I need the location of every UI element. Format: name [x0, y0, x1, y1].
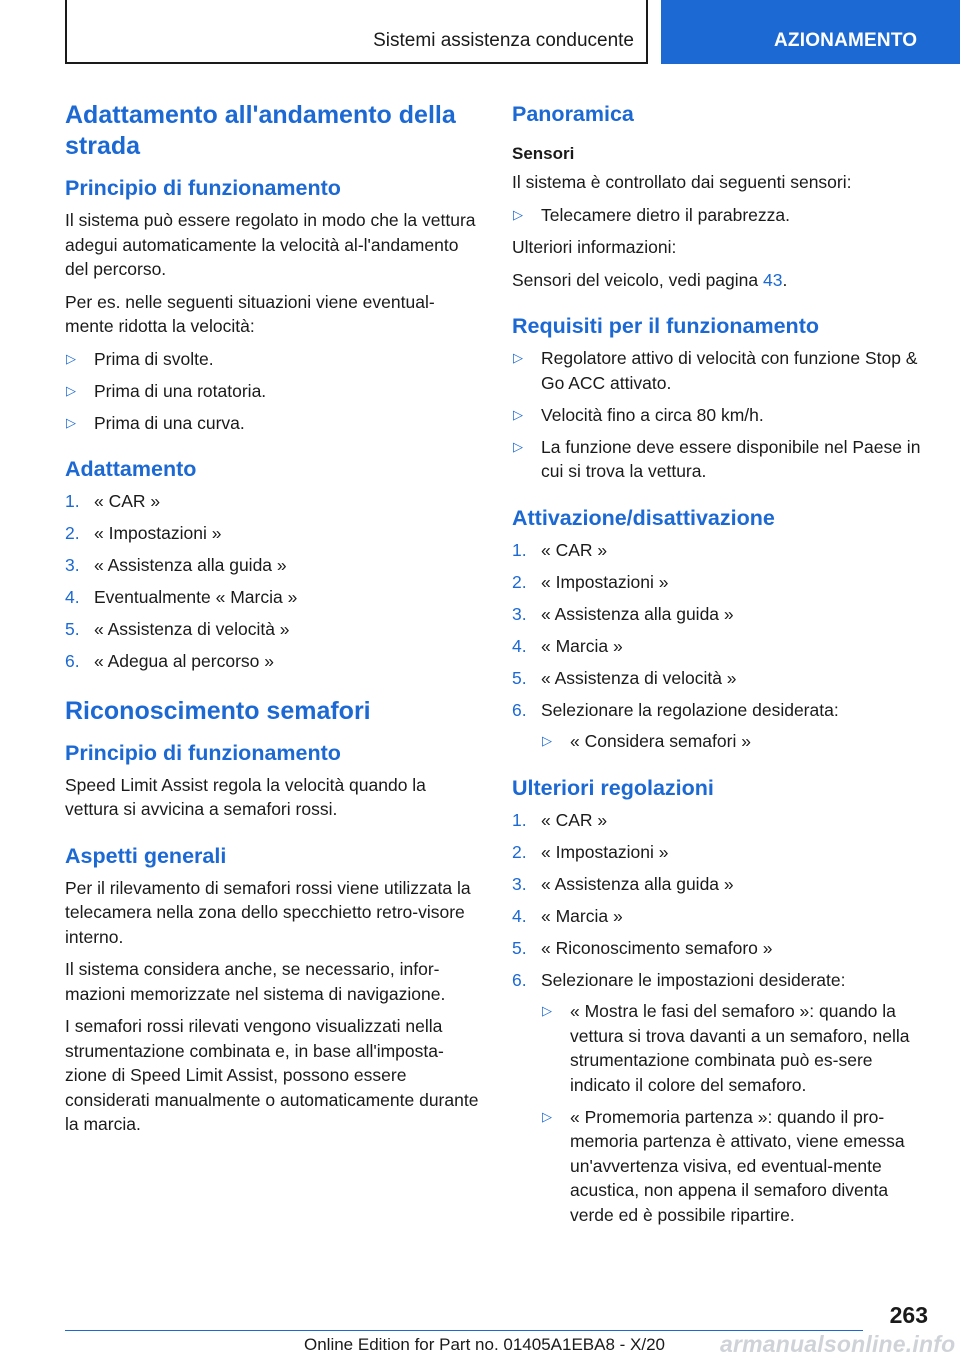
bullet-list — [512, 203, 932, 228]
triangle-right-icon: ▷ — [542, 1003, 552, 1018]
step-item: 3. « Assistenza alla guida » — [65, 555, 287, 575]
right-column — [512, 100, 932, 1235]
steps-list — [65, 489, 480, 674]
step-item: 3. « Assistenza alla guida » — [512, 603, 734, 624]
step-item: 4. « Marcia » — [512, 635, 623, 656]
paragraph: Ulteriori informazioni: — [512, 237, 677, 257]
page-link[interactable]: 43 — [763, 269, 783, 290]
paragraph: Speed Limit Assist regola la velocità quando la vettura si avvicina a semafori rossi. — [65, 774, 426, 819]
step-item: 4. Eventualmente « Marcia » — [65, 587, 298, 607]
step-item: 5. « Assistenza di velocità » — [65, 619, 290, 639]
chapter-tab[interactable] — [661, 0, 960, 64]
list-item: ▷ Velocità fino a circa 80 km/h. — [512, 403, 932, 428]
paragraph: Per es. nelle seguenti situazioni viene eventual-mente ridotta la velocità: — [65, 291, 435, 336]
step-item: 5. « Assistenza di velocità » — [512, 667, 737, 688]
heading-aspetti-generali: Aspetti generali — [65, 843, 227, 868]
sub-bullet-list — [541, 999, 932, 1227]
heading-panoramica: Panoramica — [512, 102, 634, 126]
step-item: 3. « Assistenza alla guida » — [512, 873, 734, 894]
chapter-tab-label: AZIONAMENTO — [774, 30, 918, 51]
list-item: ▷ « Considera semafori » — [541, 729, 932, 754]
paragraph: Il sistema può essere regolato in modo che la vettura adegui automaticamente la velocità al-l'andamento del percorso. — [65, 210, 476, 279]
triangle-right-icon: ▷ — [513, 438, 523, 454]
bullet-list — [512, 346, 932, 484]
sub-bullet-list — [541, 729, 932, 754]
triangle-right-icon: ▷ — [66, 350, 76, 366]
list-item: ▷ Prima di svolte. — [65, 347, 480, 372]
bullet-list — [65, 347, 480, 436]
triangle-right-icon: ▷ — [513, 206, 523, 222]
list-item: ▷ Prima di una curva. — [65, 411, 480, 436]
triangle-right-icon: ▷ — [542, 733, 552, 748]
step-item: 5. « Riconoscimento semaforo » — [512, 937, 773, 958]
watermark: armanualsonline.info — [720, 1331, 956, 1357]
heading-ulteriori-regolazioni: Ulteriori regolazioni — [512, 775, 714, 800]
edition-note: Online Edition for Part no. 01405A1EBA8 - X/20 — [304, 1335, 666, 1354]
triangle-right-icon: ▷ — [66, 414, 76, 430]
list-item: ▷ La funzione deve essere disponibile nel Paese in cui si trova la vettura. — [513, 436, 921, 481]
step-item: 2. « Impostazioni » — [65, 523, 222, 543]
header-frame — [65, 0, 648, 64]
list-item: ▷ Regolatore attivo di velocità con funzione Stop & Go ACC attivato. — [513, 348, 918, 393]
list-item: ▷ « Promemoria partenza »: quando il pro-memoria partenza è attivato, viene emessa un'avvertenza visiva, ed eventual-mente acustica, non appena il semaforo diventa verde ed è possibile ripartire. — [542, 1106, 905, 1225]
step-item: 6. « Adegua al percorso » — [65, 651, 274, 671]
heading-riconoscimento-semafori: Riconoscimento semafori — [65, 696, 371, 725]
step-item: 1. « CAR » — [65, 491, 161, 511]
triangle-right-icon: ▷ — [542, 1108, 552, 1124]
heading-sensori: Sensori — [512, 144, 575, 163]
heading-principio-2: Principio di funzionamento — [65, 740, 341, 765]
heading-adattamento-strada: Adattamento all'andamento della strada — [65, 101, 456, 160]
step-item: 1. « CAR » — [512, 539, 608, 560]
step-item: 4. « Marcia » — [512, 905, 623, 926]
heading-requisiti: Requisiti per il funzionamento — [512, 314, 819, 338]
heading-principio: Principio di funzionamento — [65, 176, 341, 200]
heading-attivazione: Attivazione/disattivazione — [512, 505, 775, 530]
list-item: ▷ Telecamere dietro il parabrezza. — [512, 203, 932, 228]
steps-list — [512, 808, 932, 1228]
heading-adattamento: Adattamento — [65, 457, 197, 481]
step-item: 6. Selezionare la regolazione desiderata: ▷ « Considera semafori » — [512, 698, 932, 754]
list-item: ▷ Prima di una rotatoria. — [65, 379, 480, 404]
steps-list — [512, 538, 932, 754]
triangle-right-icon: ▷ — [66, 382, 76, 398]
paragraph: Per il rilevamento di semafori rossi viene utilizzata la telecamera nella zona dello specchietto retro-visore interno. — [65, 877, 471, 947]
page-number: 263 — [889, 1302, 928, 1328]
triangle-right-icon: ▷ — [513, 350, 523, 365]
left-column — [65, 100, 480, 1145]
paragraph: Il sistema è controllato dai seguenti sensori: — [512, 172, 852, 192]
step-item: 6. Selezionare le impostazioni desiderate: ▷ « Mostra le fasi del semaforo »: quando la vettura si trova davanti a un semaforo, nella strumentazione combinata può es-sere indicato il colore del semaforo. ▷ « Promemoria partenza »: quando il pro-memoria partenza è attivato, viene emessa un'avvertenza visiva, ed eventual-mente acustica, non appena il semaforo diventa verde ed è possibile ripartire. — [512, 968, 932, 1228]
paragraph: I semafori rossi rilevati vengono visualizzati nella strumentazione combinata e, in base all'imposta-zione di Speed Limit Assist, possono essere considerati manualmente o automaticamente durante la marcia. — [65, 1016, 479, 1134]
list-item: ▷ « Mostra le fasi del semaforo »: quando la vettura si trova davanti a un semaforo, nella strumentazione combinata può es-sere indicato il colore del semaforo. — [542, 1001, 910, 1095]
step-item: 2. « Impostazioni » — [512, 571, 669, 592]
triangle-right-icon: ▷ — [513, 406, 523, 422]
step-item: 2. « Impostazioni » — [512, 841, 669, 862]
step-item: 1. « CAR » — [512, 809, 608, 830]
paragraph-reference: Sensori del veicolo, vedi pagina 43. — [512, 269, 788, 290]
section-title: Sistemi assistenza conducente — [373, 30, 634, 51]
paragraph: Il sistema considera anche, se necessario, infor-mazioni memorizzate nel sistema di navigazione. — [65, 959, 446, 1004]
